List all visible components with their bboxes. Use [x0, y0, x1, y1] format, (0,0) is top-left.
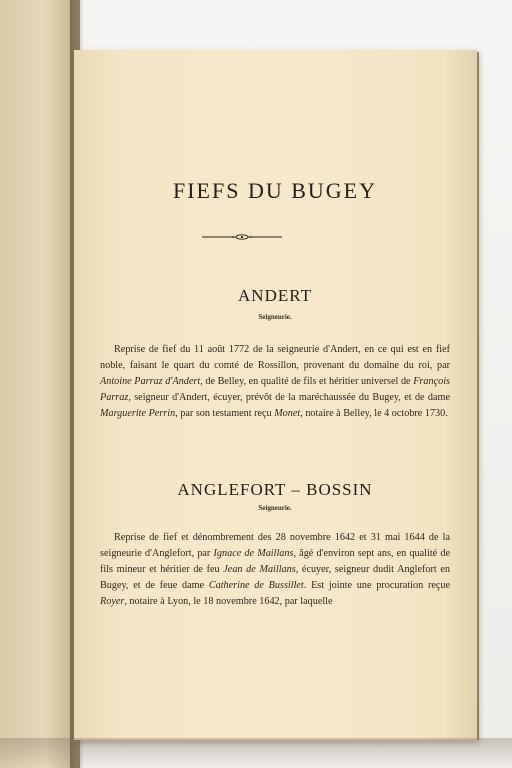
text-run: , écuyer, seigneur dudit Anglefort en Bugey, et de feue dame: [100, 564, 450, 591]
person-name: François Parraz: [100, 376, 450, 403]
text-run: , seigneur d'Andert, écuyer, prévôt de la maréchaussée du Bugey, et de dame: [128, 392, 450, 403]
notary-name: Monet: [274, 408, 301, 419]
person-name: Marguerite Perrin: [100, 408, 176, 419]
person-name: Antoine Parraz d'Andert: [100, 376, 201, 387]
paragraph-anglefort-bossin: [100, 530, 450, 610]
section-heading-andert: ANDERT: [238, 286, 312, 305]
paragraph-andert: [100, 342, 450, 422]
text-run: , notaire à Belley, le 4 octobre 1730.: [300, 408, 448, 419]
text-run: , par son testament reçu: [175, 408, 275, 419]
paragraph-text-andert: [100, 342, 450, 422]
text-run: Reprise de fief et dénombrement des 28 novembre 1642 et 31 mai 1644 de la seigneurie d'Anglefort, par: [100, 532, 450, 559]
typographic-rule-ornament-icon: [202, 230, 282, 244]
section-subheading-andert: Seigneurie.: [258, 313, 292, 321]
paragraph-text-anglefort-bossin: [100, 530, 450, 610]
section-heading-anglefort-bossin: ANGLEFORT – BOSSIN: [177, 480, 373, 499]
page-title: FIEFS DU BUGEY: [172, 178, 378, 203]
bottom-shadow: [0, 738, 512, 768]
person-name: Catherine de Bussillet: [208, 580, 304, 591]
person-name: Jean de Maillans: [223, 564, 296, 575]
person-name: Ignace de Maillans: [213, 548, 294, 559]
text-run: , âgé d'environ sept ans, en qualité de fils mineur et héritier de feu: [100, 548, 450, 575]
notary-name: Royer: [100, 596, 125, 607]
section-subheading-anglefort-bossin: Seigneurie.: [258, 504, 292, 512]
text-run: , de Belley, en qualité de fils et héritier universel de: [200, 376, 414, 387]
page-content: [100, 160, 451, 607]
text-run: , notaire à Lyon, le 18 novembre 1642, par laquelle: [124, 596, 333, 607]
left-page-edge: [0, 0, 80, 768]
text-run: Reprise de fief du 11 août 1772 de la seigneurie d'Andert, en ce qui est en fief noble, faisant le quart du comté de Rossillon, provenant du domaine du roi, par: [100, 344, 450, 371]
text-run: . Est jointe une procuration reçue: [303, 580, 451, 591]
